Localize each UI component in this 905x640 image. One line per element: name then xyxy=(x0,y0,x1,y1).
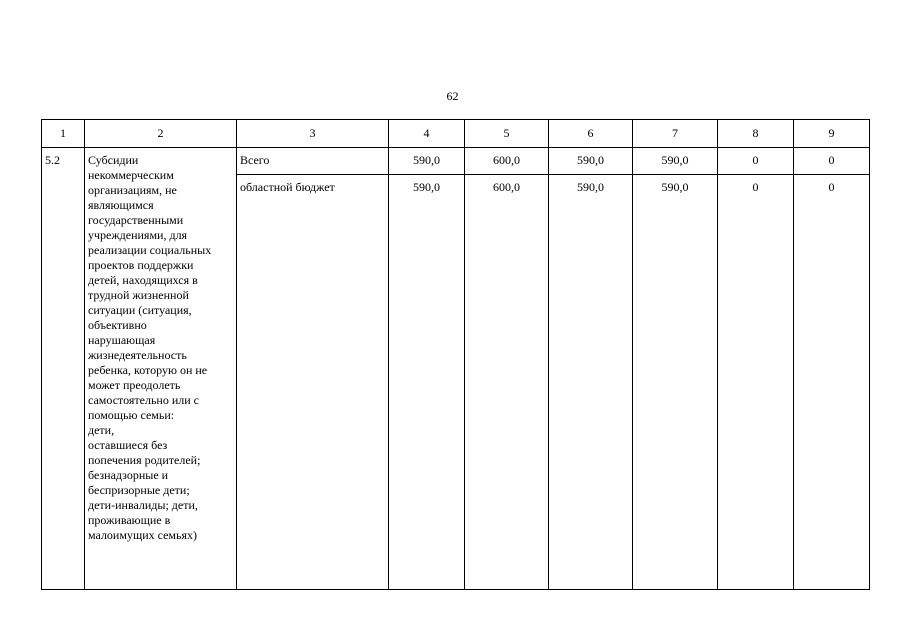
description-line: объективно xyxy=(88,318,147,332)
description-line: некоммерческим xyxy=(88,168,174,182)
funding-source: областной бюджет xyxy=(237,175,389,590)
header-cell: 5 xyxy=(465,120,549,148)
value-cell: 590,0 xyxy=(633,148,718,175)
header-cell: 2 xyxy=(85,120,237,148)
item-number: 5.2 xyxy=(42,148,85,590)
description-line: дети-инвалиды; дети, xyxy=(88,498,198,512)
value-cell: 590,0 xyxy=(389,148,465,175)
budget-table xyxy=(41,119,870,590)
funding-source: Всего xyxy=(237,148,389,175)
description-line: безнадзорные и xyxy=(88,468,169,482)
header-cell: 8 xyxy=(718,120,794,148)
description-line: нарушающая xyxy=(88,333,156,347)
description-line: малоимущих семьях) xyxy=(88,528,197,542)
header-cell: 3 xyxy=(237,120,389,148)
description-line: может преодолеть xyxy=(88,378,181,392)
value-cell: 600,0 xyxy=(465,175,549,590)
description-line: дети, xyxy=(88,423,115,437)
value-cell: 590,0 xyxy=(549,148,633,175)
value-cell: 0 xyxy=(794,175,870,590)
description-line: реализации социальных xyxy=(88,243,212,257)
value-cell: 600,0 xyxy=(465,148,549,175)
description-line: оставшиеся без xyxy=(88,438,168,452)
description-line: учреждениями, для xyxy=(88,228,188,242)
description-line: детей, находящихся в xyxy=(88,273,198,287)
value-cell: 0 xyxy=(718,148,794,175)
item-description xyxy=(85,148,237,590)
description-line: трудной жизненной xyxy=(88,288,189,302)
description-line: проектов поддержки xyxy=(88,258,194,272)
description-line: Субсидии xyxy=(88,153,139,167)
header-cell: 4 xyxy=(389,120,465,148)
header-cell: 1 xyxy=(42,120,85,148)
page-number: 62 xyxy=(446,89,459,103)
description-line: попечения родителей; xyxy=(88,453,201,467)
value-cell: 0 xyxy=(794,148,870,175)
header-cell: 9 xyxy=(794,120,870,148)
header-cell: 6 xyxy=(549,120,633,148)
description-line: государственными xyxy=(88,213,184,227)
table-row xyxy=(42,148,870,175)
header-cell: 7 xyxy=(633,120,718,148)
value-cell: 590,0 xyxy=(389,175,465,590)
description-lines xyxy=(88,153,233,543)
description-line: самостоятельно или с xyxy=(88,393,200,407)
description-line: ребенка, которую он не xyxy=(88,363,208,377)
value-cell: 590,0 xyxy=(549,175,633,590)
description-line: жизнедеятельность xyxy=(88,348,187,362)
description-line: ситуации (ситуация, xyxy=(88,303,192,317)
description-line: помощью семьи: xyxy=(88,408,175,422)
header-row xyxy=(42,120,870,148)
description-line: организациям, не xyxy=(88,183,177,197)
description-line: проживающие в xyxy=(88,513,171,527)
description-line: являющимся xyxy=(88,198,154,212)
value-cell: 0 xyxy=(718,175,794,590)
value-cell: 590,0 xyxy=(633,175,718,590)
description-line: беспризорные дети; xyxy=(88,483,190,497)
